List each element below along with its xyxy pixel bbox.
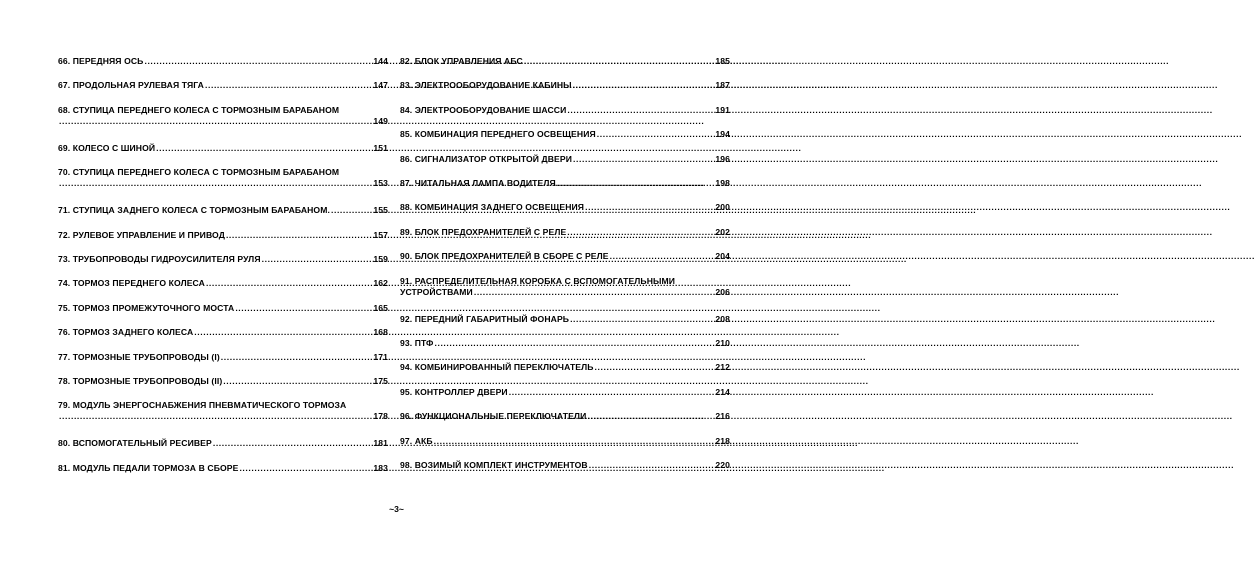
toc-entry-page: 191: [715, 104, 730, 115]
toc-entry-title: 86. СИГНАЛИЗАТОР ОТКРЫТОЙ ДВЕРИ: [400, 153, 572, 164]
toc-entry: [400, 314, 730, 325]
dot-leader: [567, 227, 714, 238]
toc-entry-page: 220: [715, 460, 730, 470]
toc-entry-title-line: 70. СТУПИЦА ПЕРЕДНЕГО КОЛЕСА С ТОРМОЗНЫМ БАРАБАНОМ: [58, 167, 340, 178]
toc-entry-page: 162: [373, 278, 388, 289]
toc-entry-title-line: 91. РАСПРЕДЕЛИТЕЛЬНАЯ КОРОБКА С ВСПОМОГАТЕЛЬНЫМИ: [400, 275, 676, 286]
toc-entry-title: 81. МОДУЛЬ ПЕДАЛИ ТОРМОЗА В СБОРЕ: [58, 462, 239, 473]
toc-entry: [400, 202, 730, 213]
toc-entry-title: УСТРОЙСТВАМИ: [400, 286, 473, 297]
toc-entry-title: 82. БЛОК УПРАВЛЕНИЯ АБС: [400, 56, 523, 66]
dot-leader: [226, 230, 372, 241]
toc-entry-page: 187: [715, 80, 730, 91]
toc-entry-title: 74. ТОРМОЗ ПЕРЕДНЕГО КОЛЕСА: [58, 278, 205, 289]
toc-entry-title: 95. КОНТРОЛЛЕР ДВЕРИ: [400, 386, 508, 397]
toc-entry: [58, 303, 388, 314]
toc-entry-page: 144: [373, 56, 388, 66]
toc-entry-page: 206: [715, 286, 730, 297]
toc-entry-title: 80. ВСПОМОГАТЕЛЬНЫЙ РЕСИВЕР: [58, 438, 212, 449]
toc-entry: [58, 463, 388, 474]
toc-entry-page: 208: [715, 313, 730, 324]
toc-entry: [58, 400, 388, 422]
toc-entry-title: 76. ТОРМОЗ ЗАДНЕГО КОЛЕСА: [58, 327, 194, 338]
toc-entry-title: 83. ЭЛЕКТРООБОРУДОВАНИЕ КАБИНЫ: [400, 80, 572, 91]
toc-entry: [58, 254, 388, 265]
toc-entry: [58, 278, 388, 289]
toc-entry-title: 71. СТУПИЦА ЗАДНЕГО КОЛЕСА С ТОРМОЗНЫМ БАРАБАНОМ.: [58, 205, 330, 216]
toc-entry: [400, 362, 730, 373]
dot-leader: [221, 352, 373, 363]
dot-leader: [239, 463, 372, 474]
toc-entry: [58, 327, 388, 338]
toc-entry-page: 165: [373, 302, 388, 313]
dot-leader: [144, 56, 372, 67]
toc-entry-page: 200: [715, 202, 730, 213]
dot-leader: [587, 411, 714, 422]
toc-entry-page: 175: [373, 376, 388, 386]
dot-leader: [567, 105, 714, 116]
toc-entry-title: 93. ПТФ: [400, 338, 434, 348]
toc-entry-title-line: 68. СТУПИЦА ПЕРЕДНЕГО КОЛЕСА С ТОРМОЗНЫМ БАРАБАНОМ: [58, 104, 340, 115]
dot-leader: [331, 205, 372, 216]
toc-entry: [58, 167, 388, 189]
toc-entry-page: 196: [715, 153, 730, 164]
toc-entry: [58, 143, 388, 154]
dot-leader: [589, 460, 715, 471]
toc-entry-page: 159: [373, 254, 388, 264]
toc-entry: [400, 387, 730, 398]
dot-leader: [206, 278, 372, 289]
toc-entry: [400, 460, 730, 471]
toc-entry-page: 202: [715, 226, 730, 237]
toc-entry-page: 198: [715, 178, 730, 188]
dot-leader: [597, 129, 715, 140]
toc-entry-page: 218: [715, 435, 730, 446]
toc-entry-title: 72. РУЛЕВОЕ УПРАВЛЕНИЕ И ПРИВОД: [58, 229, 225, 240]
toc-entry-page: 183: [373, 462, 388, 473]
toc-entry-page: 214: [715, 386, 730, 397]
dot-leader: [59, 178, 372, 189]
toc-entry-page: 216: [715, 411, 730, 422]
dot-leader: [434, 436, 715, 447]
toc-entry-page: 194: [715, 129, 730, 140]
dot-leader: [59, 116, 372, 127]
toc-entry-page: 151: [373, 142, 388, 153]
toc-entry: [400, 338, 730, 349]
page-number: ~3~: [389, 504, 404, 514]
toc-entry: [400, 251, 730, 262]
dot-leader: [59, 411, 372, 422]
toc-entry-title-line: 79. МОДУЛЬ ЭНЕРГОСНАБЖЕНИЯ ПНЕВМАТИЧЕСКОГО ТОРМОЗА: [58, 400, 347, 411]
toc-entry-page: 155: [373, 205, 388, 216]
toc-entry-title: 88. КОМБИНАЦИЯ ЗАДНЕГО ОСВЕЩЕНИЯ: [400, 202, 585, 213]
toc-entry: [400, 276, 730, 298]
toc-entry: [400, 80, 730, 91]
dot-leader: [262, 254, 373, 265]
dot-leader: [573, 80, 715, 91]
toc-entry: [400, 227, 730, 238]
dot-leader: [434, 338, 714, 349]
toc-entry-title: 67. ПРОДОЛЬНАЯ РУЛЕВАЯ ТЯГА: [58, 80, 204, 91]
toc-entry-title: 96. ФУНКЦИОНАЛЬНЫЕ ПЕРЕКЛЮЧАТЕЛИ: [400, 411, 587, 422]
toc-entry-title: 94. КОМБИНИРОВАННЫЙ ПЕРЕКЛЮЧАТЕЛЬ: [400, 362, 594, 373]
toc-entry: [58, 56, 388, 67]
dot-leader: [595, 362, 715, 373]
toc-entry: [58, 105, 388, 127]
dot-leader: [524, 56, 715, 67]
dot-leader: [194, 327, 372, 338]
dot-leader: [205, 80, 372, 91]
dot-leader: [610, 251, 715, 262]
toc-entry-title: 75. ТОРМОЗ ПРОМЕЖУТОЧНОГО МОСТА: [58, 302, 235, 313]
toc-entry-title: 89. БЛОК ПРЕДОХРАНИТЕЛЕЙ С РЕЛЕ: [400, 226, 567, 237]
dot-leader: [474, 287, 715, 298]
toc-entry-page: 185: [715, 56, 730, 66]
dot-leader: [557, 178, 715, 189]
toc-entry: [400, 56, 730, 67]
toc-entry: [58, 376, 388, 387]
toc-entry: [400, 129, 730, 140]
toc-entry-title: 85. КОМБИНАЦИЯ ПЕРЕДНЕГО ОСВЕЩЕНИЯ: [400, 129, 596, 140]
toc-entry-title: 69. КОЛЕСО С ШИНОЙ: [58, 142, 156, 153]
toc-entry-title: 84. ЭЛЕКТРООБОРУДОВАНИЕ ШАССИ: [400, 104, 567, 115]
toc-entry-page: 168: [373, 327, 388, 338]
toc-entry-page: 147: [373, 80, 388, 91]
toc-entry-title: 66. ПЕРЕДНЯЯ ОСЬ: [58, 56, 144, 66]
toc-entry: [58, 205, 388, 216]
dot-leader: [156, 143, 372, 154]
toc-entry-title: 98. ВОЗИМЫЙ КОМПЛЕКТ ИНСТРУМЕНТОВ: [400, 460, 588, 470]
toc-entry-page: 171: [373, 351, 388, 362]
dot-leader: [223, 376, 372, 387]
toc-entry-page: 157: [373, 229, 388, 240]
toc-entry-page: 178: [373, 411, 388, 422]
dot-leader: [585, 202, 714, 213]
toc-entry-page: 181: [373, 438, 388, 449]
toc-entry-title: 87. ЧИТАЛЬНАЯ ЛАМПА ВОДИТЕЛЯ: [400, 178, 556, 188]
toc-entry-page: 210: [715, 338, 730, 348]
toc-entry: [400, 436, 730, 447]
toc-entry: [58, 438, 388, 449]
toc-entry-title: 92. ПЕРЕДНИЙ ГАБАРИТНЫЙ ФОНАРЬ: [400, 313, 570, 324]
toc-entry-title: 78. ТОРМОЗНЫЕ ТРУБОПРОВОДЫ (II): [58, 376, 223, 386]
dot-leader: [573, 154, 714, 165]
toc-entry-title: 90. БЛОК ПРЕДОХРАНИТЕЛЕЙ В СБОРЕ С РЕЛЕ: [400, 251, 609, 262]
toc-entry: [400, 411, 730, 422]
dot-leader: [213, 438, 373, 449]
toc-entry-title: 73. ТРУБОПРОВОДЫ ГИДРОУСИЛИТЕЛЯ РУЛЯ: [58, 254, 261, 264]
toc-entry: [400, 105, 730, 116]
toc-entry: [58, 352, 388, 363]
toc-entry-page: 153: [373, 178, 388, 189]
dot-leader: [570, 314, 714, 325]
toc-entry-page: 149: [373, 115, 388, 126]
toc-entry-page: 212: [715, 362, 730, 373]
toc-entry: [58, 80, 388, 91]
dot-leader: [509, 387, 715, 398]
toc-entry-title: 77. ТОРМОЗНЫЕ ТРУБОПРОВОДЫ (I): [58, 351, 220, 362]
toc-entry-page: 204: [715, 251, 730, 262]
toc-entry: [400, 154, 730, 165]
toc-entry: [400, 178, 730, 189]
toc-entry-title: 97. АКБ: [400, 435, 433, 446]
dot-leader: [235, 303, 372, 314]
toc-entry: [58, 230, 388, 241]
